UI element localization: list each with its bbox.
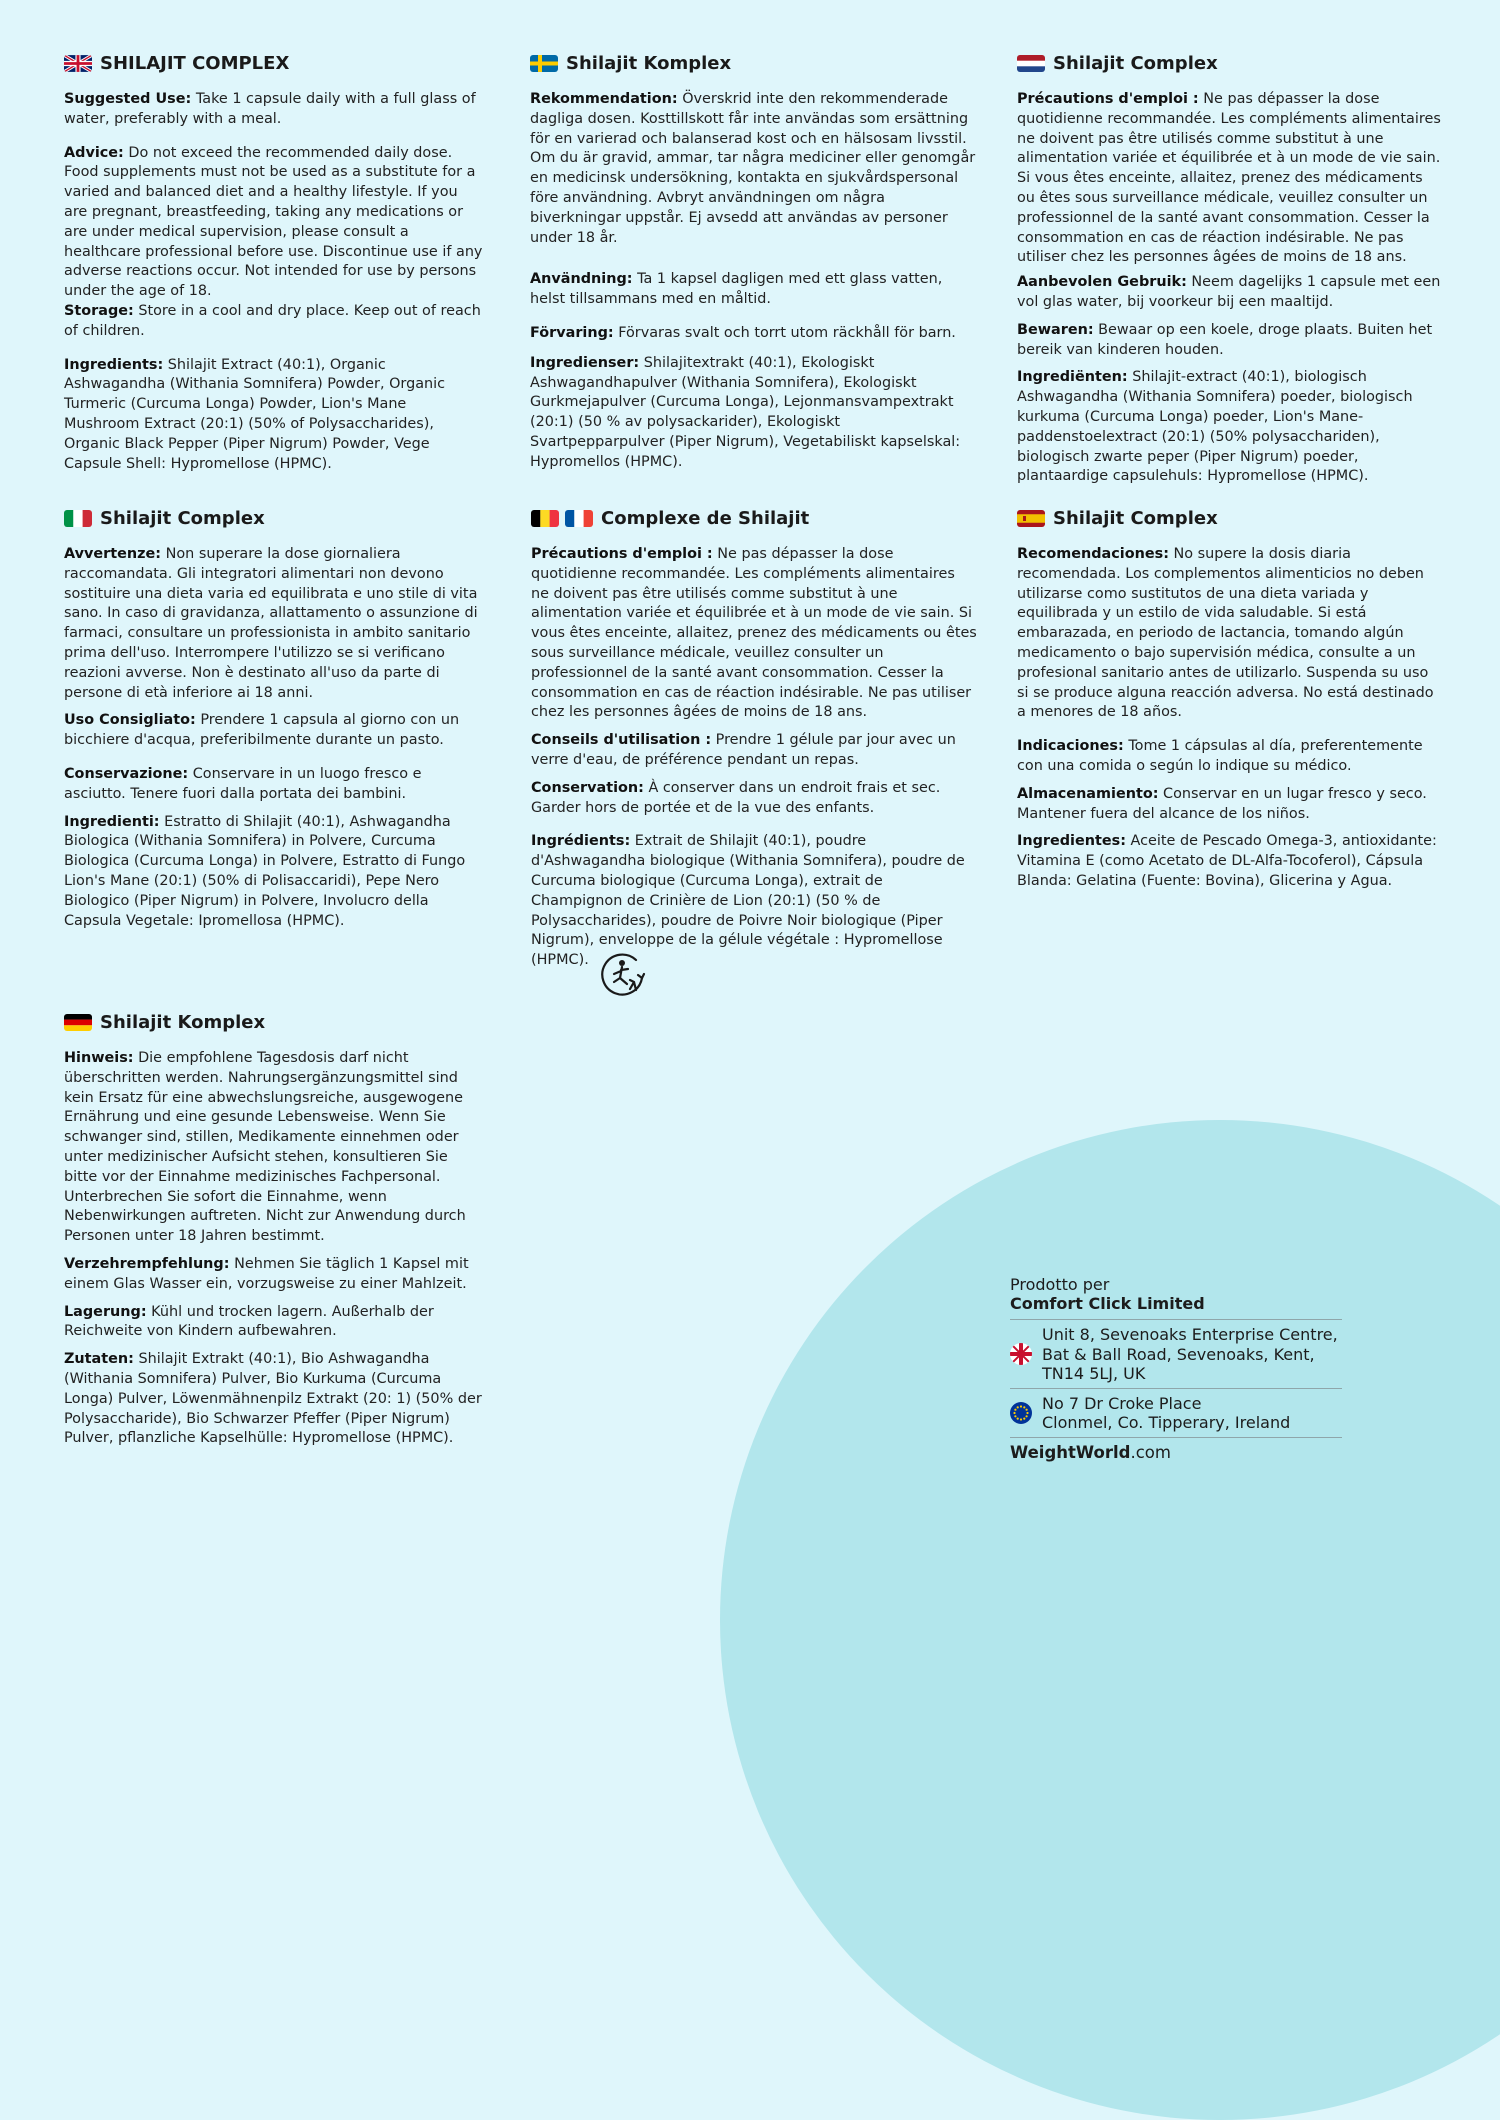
precautions: Précautions d'emploi : Ne pas dépasser la dose quotidienne recommandée. Les compléments alimentaires ne doivent pas être utilisés comme substitut à une alimentation variée et équilibrée et à un mode de vie sain. Si vous êtes enceinte, allaitez, prenez des médicaments ou êtes sous surveillance médicale, veuillez consulter un professionnel de la santé avant consommation. Cesser la consommation en cas de réaction indésirable. Ne pas utiliser chez les personnes âgées de moins de 18 ans.: [1017, 91, 1441, 266]
france-flag-icon: [565, 510, 593, 527]
section-fr: [531, 505, 977, 979]
netherlands-flag-icon: [1017, 55, 1045, 72]
uk-address: Unit 8, Sevenoaks Enterprise Centre, Bat & Ball Road, Sevenoaks, Kent, TN14 5LJ, UK: [1010, 1319, 1342, 1388]
website[interactable]: WeightWorld.com: [1010, 1437, 1342, 1464]
usage: Conseils d'utilisation : Prendre 1 gélule par jour avec un verre d'eau, de préférence pendant un repas.: [531, 732, 956, 768]
ingredients: Zutaten: Shilajit Extrakt (40:1), Bio Ashwagandha (Withania Somnifera) Pulver, Bio Kurkuma (Curcuma Longa) Pulver, Löwenmähnenpilz Extrakt (20: 1) (50% der Polysaccharide), Bio Schwarzer Pfeffer (Piper Nigrum) Pulver, pflanzliche Kapselhülle: Hypromellose (HPMC).: [64, 1351, 482, 1447]
usage: Aanbevolen Gebruik: Neem dagelijks 1 capsule met een vol glas water, bij voorkeur bij een maaltijd.: [1017, 274, 1441, 310]
uk-flag-icon: [64, 55, 92, 72]
ingredients: Ingrédients: Extrait de Shilajit (40:1), poudre d'Ashwagandha biologique (Withania Somnifera), poudre de Curcuma biologique (Curcuma Longa), extrait de Champignon de Crinière de Lion (20:1) (50 % de Polysaccharides), poudre de Poivre Noir biologique (Piper Nigrum), enveloppe de la gélule végétale : Hypromellose (HPMC).: [531, 833, 965, 969]
section-se: [530, 50, 976, 481]
manufacturer-info: [1010, 1275, 1342, 1464]
usage: Uso Consigliato: Prendere 1 capsula al giorno con un bicchiere d'acqua, preferibilmente durante un pasto.: [64, 712, 460, 749]
section-title: Shilajit Complex: [1053, 507, 1218, 529]
uk-flag-icon: [1010, 1343, 1032, 1365]
sweden-flag-icon: [530, 55, 558, 72]
usage: Verzehrempfehlung: Nehmen Sie täglich 1 Kapsel mit einem Glas Wasser ein, vorzugsweise zu einer Mahlzeit.: [64, 1255, 469, 1292]
storage: Conservation: À conserver dans un endroit frais et sec. Garder hors de portée et de la vue des enfants.: [531, 779, 941, 816]
storage: Lagerung: Kühl und trocken lagern. Außerhalb der Reichweite von Kindern aufbewahren.: [64, 1303, 434, 1340]
storage: Conservazione: Conservare in un luogo fresco e asciutto. Tenere fuori dalla portata dei bambini.: [64, 765, 422, 802]
section-title: Shilajit Komplex: [566, 52, 732, 74]
recycle-triman-icon: [600, 952, 646, 998]
section-title: Shilajit Komplex: [100, 1011, 266, 1033]
section-nl: [1017, 50, 1442, 495]
eu-flag-icon: [1010, 1402, 1032, 1424]
ingredients: Ingredientes: Aceite de Pescado Omega-3, antioxidante: Vitamina E (como Acetato de DL-Alfa-Tocoferol), Cápsula Blanda: Gelatina (Fuente: Bovina), Glicerina y Agua.: [1017, 833, 1437, 889]
ingredients: Ingrediënten: Shilajit-extract (40:1), biologisch Ashwagandha (Withania Somnifera) poeder, biologisch kurkuma (Curcuma Longa) poeder, Lion's Mane-paddenstoelextract (20:1) (50% polysacchariden), biologisch zwarte peper (Piper Nigrum) poeder, plantaardige capsulehuls: Hypromellose (HPMC).: [1017, 369, 1413, 485]
section-it: [64, 505, 484, 939]
storage: Förvaring: Förvaras svalt och torrt utom räckhåll för barn.: [530, 324, 956, 341]
recommendations: Recomendaciones: No supere la dosis diaria recomendada. Los complementos alimenticios no deben utilizarse como sustitutos de una dieta variada y equilibrada y un estilo de vida saludable. Si está embarazada, en periodo de lactancia, tomando algún medicamento o bajo supervisión médica, consulte a un profesional sanitario antes de utilizarlo. Suspenda su uso si se produce alguna reacción adversa. No está destinado a menores de 18 años.: [1017, 546, 1434, 721]
ingredients: Ingredienti: Estratto di Shilajit (40:1), Ashwagandha Biologica (Withania Somnifera) in Polvere, Curcuma Biologica (Curcuma Longa) in Polvere, Estratto di Fungo Lion's Mane (20:1) (50% di Polisaccaridi), Pepe Nero Biologico (Piper Nigrum) in Polvere, Involucro della Capsula Vegetale: Ipromellosa (HPMC).: [64, 813, 466, 929]
recommendation: Rekommendation: Överskrid inte den rekommenderade dagliga dosen. Kosttillskott får inte användas som ersättning för en varierad och balanserad kost och en hälsosam livsstil. Om du är gravid, ammar, tar några mediciner eller genomgår en medicinsk undersökning, kontakta en sjukvårdspersonal före användning. Avbryt användningen om några biverkningar uppstår. Ej avsedd att användas av personer under 18 år.: [530, 91, 976, 246]
precautions: Précautions d'emploi : Ne pas dépasser la dose quotidienne recommandée. Les compléments alimentaires ne doivent pas être utilisés comme substitut à une alimentation variée et équilibrée et à un mode de vie sain. Si vous êtes enceinte, allaitez, prenez des médicaments ou êtes sous surveillance médicale, veuillez consulter un professionnel de la santé avant consommation. Cesser la consommation en cas de réaction indésirable. Ne pas utiliser chez les personnes âgées de moins de 18 ans.: [531, 546, 977, 721]
belgium-flag-icon: [531, 510, 559, 527]
storage: Bewaren: Bewaar op een koele, droge plaats. Buiten het bereik van kinderen houden.: [1017, 321, 1433, 358]
made-for-label: Prodotto per: [1010, 1275, 1110, 1294]
usage: Indicaciones: Tome 1 cápsulas al día, preferentemente con una comida o según lo indique su médico.: [1017, 738, 1423, 774]
company-name: Comfort Click Limited: [1010, 1294, 1205, 1313]
section-de: [64, 1009, 484, 1457]
italy-flag-icon: [64, 510, 92, 527]
eu-address: No 7 Dr Croke Place Clonmel, Co. Tipperary, Ireland: [1010, 1388, 1342, 1437]
section-title: Shilajit Complex: [100, 507, 265, 529]
usage: Användning: Ta 1 kapsel dagligen med ett glass vatten, helst tillsammans med en måltid.: [530, 271, 943, 308]
section-uk: [64, 50, 484, 482]
decorative-circle: [720, 1120, 1500, 2120]
suggested-use: Suggested Use: Take 1 capsule daily with a full glass of water, preferably with a meal.: [64, 91, 476, 127]
section-es: [1017, 505, 1442, 900]
germany-flag-icon: [64, 1014, 92, 1031]
spain-flag-icon: [1017, 510, 1045, 527]
section-title: Shilajit Complex: [1053, 52, 1218, 74]
storage: Almacenamiento: Conservar en un lugar fresco y seco. Mantener fuera del alcance de los niños.: [1017, 785, 1427, 822]
section-title: SHILAJIT COMPLEX: [100, 52, 290, 74]
ingredients: Ingredienser: Shilajitextrakt (40:1), Ekologiskt Ashwagandhapulver (Withania Somnifera), Ekologiskt Gurkmejapulver (Curcuma Longa), Lejonmansvampextrakt (20:1) (50 % av polysackarider), Ekologiskt Svartpepparpulver (Piper Nigrum), Vegetabiliskt kapselskal: Hypromellos (HPMC).: [530, 354, 961, 470]
warnings: Avvertenze: Non superare la dose giornaliera raccomandata. Gli integratori alimentari non devono sostituire una dieta varia ed equilibrata e uno stile di vita sano. In caso di gravidanza, allattamento o assunzione di farmaci, consultare un professionista in ambito sanitario prima dell'uso. Interrompere l'utilizzo se si verificano reazioni avverse. Non è destinato all'uso da parte di persone di età inferiore ai 18 anni.: [64, 546, 478, 701]
storage: Storage: Store in a cool and dry place. Keep out of reach of children.: [64, 302, 481, 339]
section-title: Complexe de Shilajit: [601, 507, 810, 529]
ingredients: Ingredients: Shilajit Extract (40:1), Organic Ashwagandha (Withania Somnifera) Powder, Organic Turmeric (Curcuma Longa) Powder, Lion's Mane Mushroom Extract (20:1) (50% of Polysaccharides), Organic Black Pepper (Piper Nigrum) Powder, Vege Capsule Shell: Hypromellose (HPMC).: [64, 356, 446, 472]
advice: Advice: Do not exceed the recommended daily dose. Food supplements must not be used as a substitute for a varied and balanced diet and a healthy lifestyle. If you are pregnant, breastfeeding, taking any medications or are under medical supervision, please consult a healthcare professional before use. Discontinue use if any adverse reactions occur. Not intended for use by persons under the age of 18.: [64, 144, 483, 300]
note: Hinweis: Die empfohlene Tagesdosis darf nicht überschritten werden. Nahrungsergänzungsmittel sind kein Ersatz für eine abwechslungsreiche, ausgewogene Ernährung und eine gesunde Lebensweise. Wenn Sie schwanger sind, stillen, Medikamente einnehmen oder unter medizinischer Aufsicht stehen, konsultieren Sie bitte vor der Einnahme medizinisches Fachpersonal. Unterbrechen Sie sofort die Einnahme, wenn Nebenwirkungen auftreten. Nicht zur Anwendung durch Personen unter 18 Jahren bestimmt.: [64, 1050, 466, 1245]
